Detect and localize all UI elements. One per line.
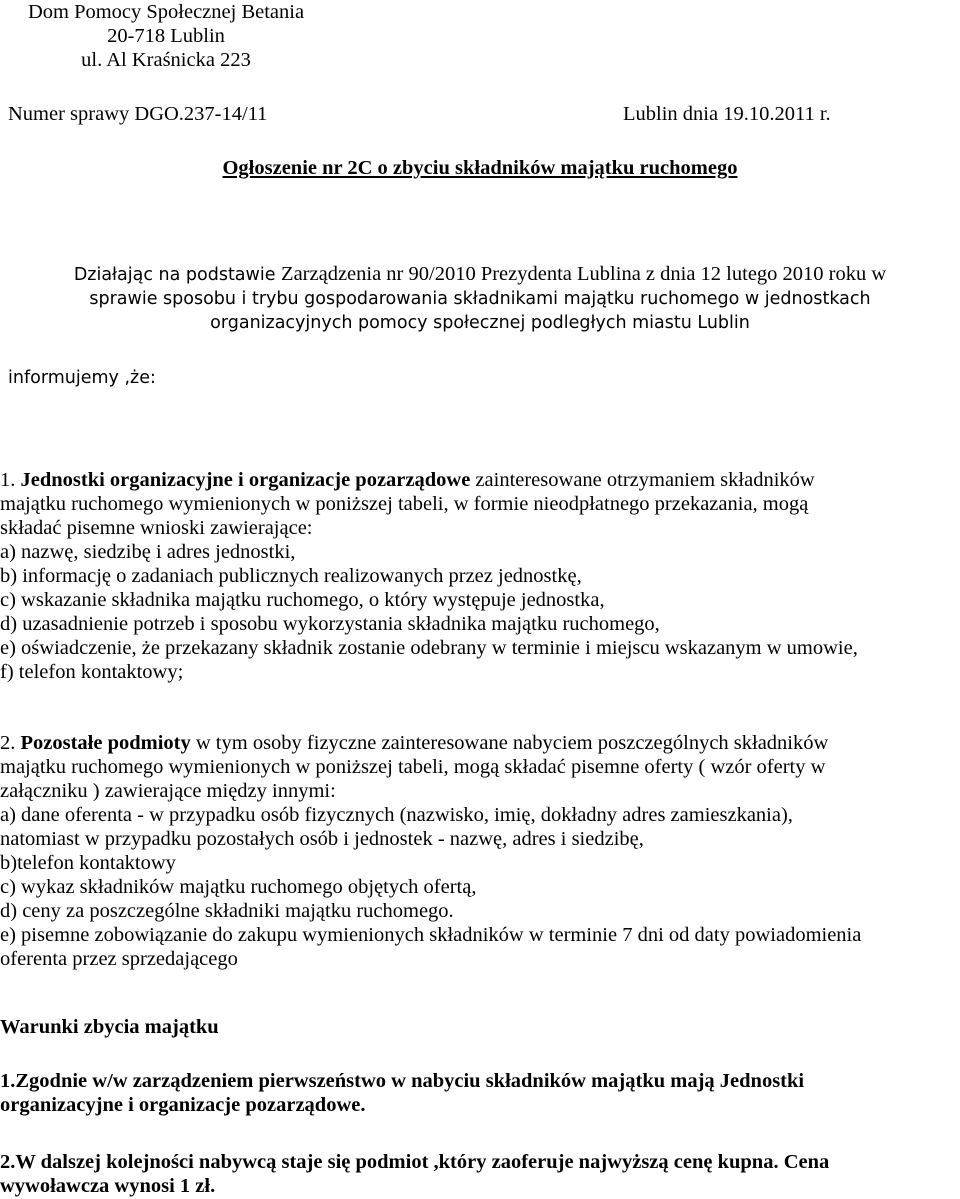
- section-1-number: 1.: [0, 469, 21, 491]
- section-2-line: oferenta przez sprzedającego: [0, 948, 238, 970]
- condition-rule-2: [0, 1150, 829, 1198]
- section-1-item-b: b) informację o zadaniach publicznych realizowanych przez jednostkę,: [0, 565, 582, 587]
- intro-line-2: sprawie sposobu i trybu gospodarowania składnikami majątku ruchomego w jednostkach: [89, 289, 871, 309]
- section-1-line: majątku ruchomego wymienionych w poniższej tabeli, w formie nieodpłatnego przekazania, mogą: [0, 493, 809, 515]
- section-2-line: majątku ruchomego wymienionych w poniższej tabeli, mogą składać pisemne oferty ( wzór oferty w: [0, 756, 826, 778]
- intro-paragraph: [0, 262, 960, 335]
- document-date: Lublin dnia 19.10.2011 r.: [623, 103, 831, 125]
- address-line-name: Dom Pomocy Społecznej Betania: [27, 1, 305, 23]
- intro-line-1-lead: Działając na podstawie: [73, 265, 282, 285]
- section-2-line-1-rest: w tym osoby fizyczne zainteresowane nabyciem poszczególnych składników: [190, 732, 829, 754]
- section-2-item-e: e) pisemne zobowiązanie do zakupu wymienionych składników w terminie 7 dni od daty powiadomienia: [0, 924, 862, 946]
- condition-rule-1-line-2: organizacyjne i organizacje pozarządowe.: [0, 1094, 366, 1116]
- section-2-line: natomiast w przypadku pozostałych osób i jednostek - nazwę, adres i siedzibę,: [0, 828, 644, 850]
- condition-rule-1: [0, 1069, 804, 1117]
- section-2-bold-lead: Pozostałe podmioty: [20, 732, 191, 754]
- section-2-line-1: [0, 731, 960, 755]
- conditions-heading: Warunki zbycia majątku: [0, 1016, 219, 1038]
- section-1-item-e: e) oświadczenie, że przekazany składnik zostanie odebrany w terminie i miejscu wskazanym w umowie,: [0, 637, 858, 659]
- section-2-line: załączniku ) zawierające między innymi:: [0, 780, 336, 802]
- section-1-line-1: [0, 468, 960, 492]
- intro-line-1-rest: Zarządzenia nr 90/2010 Prezydenta Lublina z dnia 12 lutego 2010 roku w: [281, 263, 887, 285]
- sender-address: [0, 0, 332, 72]
- section-2-item-c: c) wykaz składników majątku ruchomego objętych ofertą,: [0, 876, 477, 898]
- case-number: Numer sprawy DGO.237-14/11: [8, 103, 268, 125]
- address-line-street: ul. Al Kraśnicka 223: [81, 49, 251, 71]
- section-2: [0, 731, 960, 971]
- section-2-number: 2.: [0, 732, 21, 754]
- intro-line-3: organizacyjnych pomocy społecznej podległych miastu Lublin: [210, 313, 750, 333]
- inform-line: informujemy ,że:: [8, 368, 156, 388]
- condition-rule-1-line-1: 1.Zgodnie w/w zarządzeniem pierwszeństwo w nabyciu składników majątku mają Jednostki: [0, 1070, 805, 1092]
- condition-rule-2-line-2: wywoławcza wynosi 1 zł.: [0, 1175, 216, 1197]
- address-line-postal: 20-718 Lublin: [107, 25, 225, 47]
- condition-rule-2-line-1: 2.W dalszej kolejności nabywcą staje się podmiot ,który zaoferuje najwyższą cenę kupna. Cena: [0, 1151, 830, 1173]
- section-1-item-c: c) wskazanie składnika majątku ruchomego, o który występuje jednostka,: [0, 589, 605, 611]
- section-1-item-d: d) uzasadnienie potrzeb i sposobu wykorzystania składnika majątku ruchomego,: [0, 613, 660, 635]
- section-2-item-a: a) dane oferenta - w przypadku osób fizycznych (nazwisko, imię, dokładny adres zamieszkania),: [0, 804, 793, 826]
- section-1-bold-lead: Jednostki organizacyjne i organizacje pozarządowe: [20, 469, 471, 491]
- section-1-line-1-rest: zainteresowane otrzymaniem składników: [470, 469, 815, 491]
- section-1-line: składać pisemne wnioski zawierające:: [0, 517, 313, 539]
- document-title: Ogłoszenie nr 2C o zbyciu składników majątku ruchomego: [222, 157, 738, 179]
- section-1-item-a: a) nazwę, siedzibę i adres jednostki,: [0, 541, 296, 563]
- section-2-item-d: d) ceny za poszczególne składniki majątku ruchomego.: [0, 900, 454, 922]
- section-1-item-f: f) telefon kontaktowy;: [0, 661, 184, 683]
- section-1: [0, 468, 960, 684]
- section-2-item-b: b)telefon kontaktowy: [0, 852, 176, 874]
